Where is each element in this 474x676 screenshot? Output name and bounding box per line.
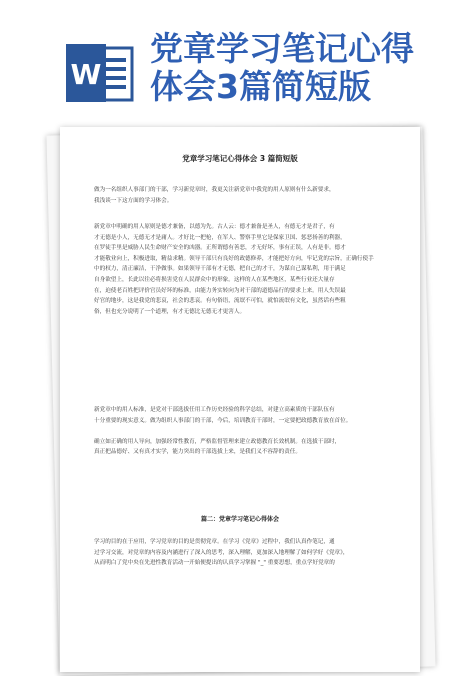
text-line [94, 426, 390, 437]
text-line: 我浅谈一下这方面的学习体会。 [94, 197, 173, 204]
text-line: 过学习交流，对党章的内容及内涵进行了深入的思考，深入理解，更加深入地理解了如何学好《党章》， [94, 549, 349, 556]
word-icon [62, 40, 138, 106]
paragraph-1 [94, 185, 390, 206]
text-line: 在，迫使老百姓把评价官员好坏的标准，由能力务实转向为对干部的道德品行的要求上来。用人失误最 [94, 287, 346, 294]
banner-title-line2: 体会3篇简短版 [150, 67, 371, 106]
paragraph-3 [94, 405, 390, 458]
section-2-title: 篇二：党章学习笔记心得体会 [200, 516, 279, 523]
paragraph-2 [94, 222, 390, 317]
text-line: 确立如正确的用人导向，加强经常性教育，严格监督管理来建立政德教育长效机制。在选拔干部时， [94, 438, 341, 445]
text-line: 从而明白了党中央在先进性教育活动一开始便提出的认真学习掌握 "_" 重要思想，重点学好党章的 [94, 560, 335, 567]
text-line: 自身欲望上，长此以往必将损害党在人民群众中的形象。这样的人在某些地区，某些行业还大量存 [94, 276, 335, 283]
text-line: 中的权力，清正廉洁，干净做事。如果领导干部有才无德，把自己的才干，为谋自己谋私利，用于满足 [94, 266, 346, 273]
text-line: 十分重要的现实意义。做为组织人事部门的干部，今后，培训教育干部时，一定要把政德教育放在首位。 [94, 417, 352, 424]
banner [0, 0, 474, 122]
text-line: 做为一名组织人事部门的干部，学习新党章时，我更关注新党章中我党的用人原则有什么新要求， [94, 187, 335, 193]
banner-title-line1: 党章学习笔记心得 [150, 29, 414, 68]
paragraph-4 [94, 537, 390, 569]
text-line: 新党章中明确的用人原则是德才兼备，以德为先。古人云：德才兼备是圣人，有德无才是君子，有 [94, 224, 335, 230]
text-line: 好官的地步，这是我党的悲哀，社会的悲哀。有句俗语，流氓不可怕，就怕流氓有文化，虽然话有些粗 [94, 298, 346, 305]
word-icon-letter: W [70, 58, 102, 91]
document-title: 党章学习笔记心得体会 3 篇简短版 [182, 154, 298, 163]
text-line: 学习的目的在于应用，学习党章的目的是贯彻党章。在学习《党章》过程中，我们认真作笔记，通 [94, 539, 335, 545]
document-page [60, 127, 420, 672]
text-line: 真正把品德好、又有真才实学，能力突出的干部选拔上来，是我们义不容辞的责任。 [94, 449, 301, 456]
text-line: 俗，但也充分说明了一个道理，有才无德比无德无才更害人。 [94, 308, 246, 315]
text-line: 新党章中的用人标准，是党对干部选拔任用工作历史经验的科学总结，对建立高素质的干部队伍有 [94, 407, 335, 413]
text-line: 才无德是小人，无德无才是庸人。才好比一把枪，在军人、警察手里它是保家卫国、惩恶扬善的利器， [94, 234, 346, 241]
text-line: 才能敬业向上，积极进取，精益求精。领导干部只有良好的政德修养，才能把好方向，牢记党的宗旨，正确行使手 [94, 255, 374, 262]
text-line: 在罗徒手里是威胁人民生命财产安全的凶器。正所谓德有善恶，才无好坏，事有正误，人有是非。德才 [94, 245, 346, 252]
